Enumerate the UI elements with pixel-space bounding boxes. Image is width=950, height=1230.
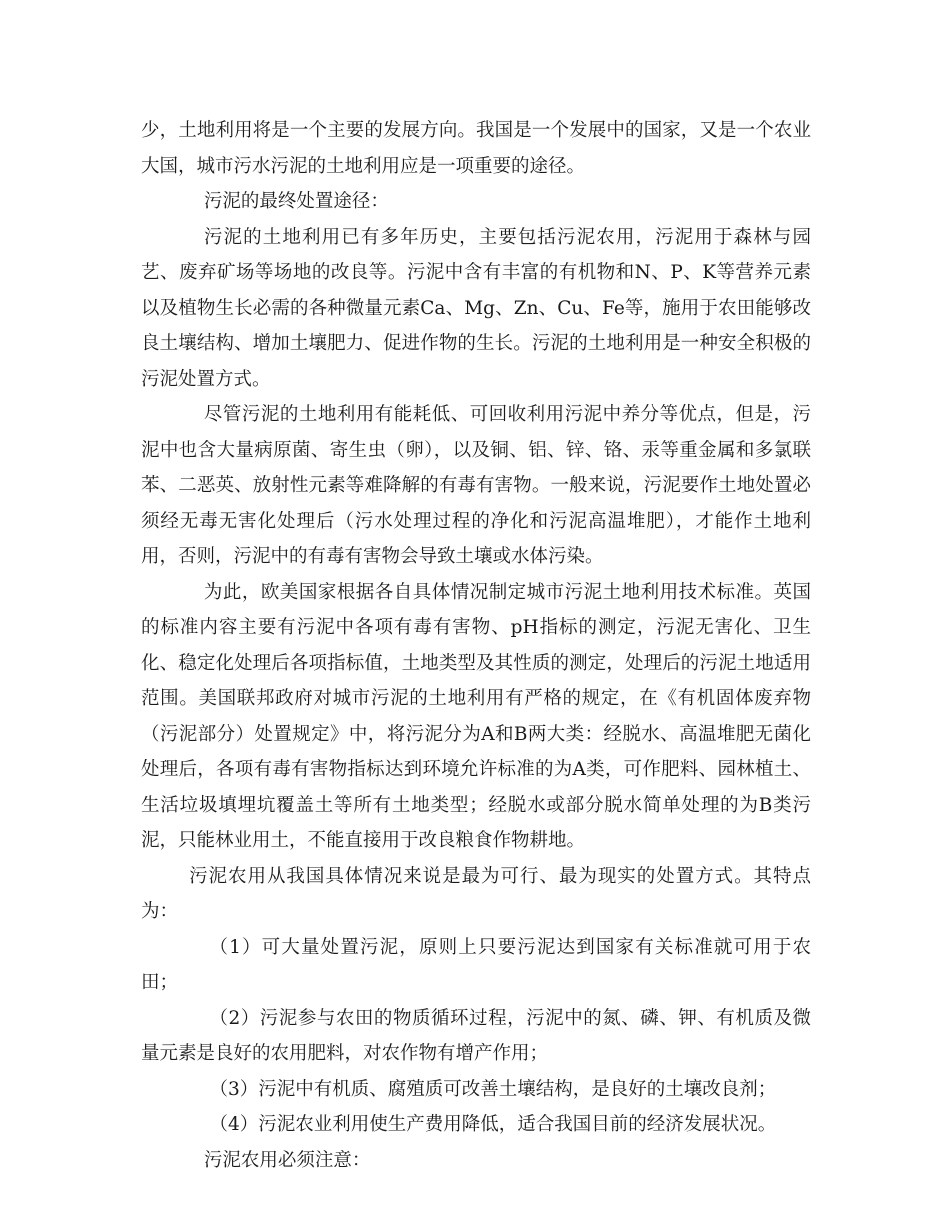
list-item-2: （2）污泥参与农田的物质循环过程，污泥中的氮、磷、钾、有机质及微量元素是良好的农用肥料，对农作物有增产作用； [141,1007,811,1064]
list-item-4: （4）污泥农业利用使生产费用降低，适合我国目前的经济发展状况。 [209,1114,777,1135]
paragraph-3: 污泥的土地利用已有多年历史，主要包括污泥农用，污泥用于森林与园艺、废弃矿场等场地的改良等。污泥中含有丰富的有机物和N、P、K等营养元素以及植物生长必需的各种微量元素Ca、Mg、Zn、Cu、Fe等，施用于农田能够改良土壤结构、增加土壤肥力、促进作物的生长。污泥的土地利用是一种安全积极的污泥处置方式。 [141,226,811,390]
paragraph-5: 为此，欧美国家根据各自具体情况制定城市污泥土地利用技术标准。英国的标准内容主要有污泥中各项有毒有害物、pH指标的测定，污泥无害化、卫生化、稳定化处理后各项指标值，土地类型及其性质的测定，处理后的污泥土地适用范围。美国联邦政府对城市污泥的土地利用有严格的规定，在《有机固体废弃物（污泥部分）处置规定》中，将污泥分为A和B两大类：经脱水、高温堆肥无菌化处理后，各项有毒有害物指标达到环境允许标准的为A类，可作肥料、园林植土、生活垃圾填埋坑覆盖土等所有土地类型；经脱水或部分脱水简单处理的为B类污泥，只能林业用土，不能直接用于改良粮食作物耕地。 [141,581,811,851]
paragraph-7: 污泥农用必须注意： [203,1149,371,1171]
list-item-1: （1）可大量处置污泥，原则上只要污泥达到国家有关标准就可用于农田； [141,936,811,993]
paragraph-6: 污泥农用从我国具体情况来说是最为可行、最为现实的处置方式。其特点为： [141,865,811,922]
list-item-3: （3）污泥中有机质、腐殖质可改善土壤结构，是良好的土壤改良剂； [209,1078,777,1100]
document-body [141,113,811,1178]
paragraph-2: 污泥的最终处置途径： [203,191,389,212]
paragraph-1: 少，土地利用将是一个主要的发展方向。我国是一个发展中的国家，又是一个农业大国，城市污水污泥的土地利用应是一项重要的途径。 [141,120,811,177]
paragraph-4: 尽管污泥的土地利用有能耗低、可回收利用污泥中养分等优点，但是，污泥中也含大量病原菌、寄生虫（卵），以及铜、铝、锌、铬、汞等重金属和多氯联苯、二恶英、放射性元素等难降解的有毒有害物。一般来说，污泥要作土地处置必须经无毒无害化处理后（污水处理过程的净化和污泥高温堆肥），才能作土地利用，否则，污泥中的有毒有害物会导致土壤或水体污染。 [141,404,811,567]
